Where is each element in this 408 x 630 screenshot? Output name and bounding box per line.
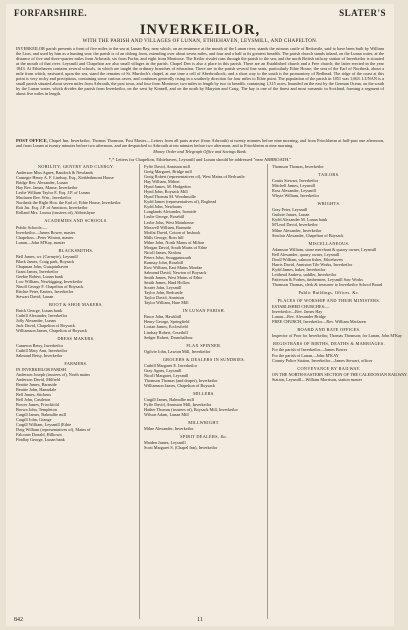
directory-entry: Bell John, Castleton	[16, 396, 51, 402]
directory-entry: Henry George, Springfield	[144, 319, 190, 325]
section-heading: MILLERS.	[193, 390, 215, 396]
directory-entry: Harris David, Anniston Tile Works, Inverkeilor	[272, 261, 353, 267]
directory-entry: Ogilvie John, Lawton Mill, Inverkeilor	[144, 348, 211, 354]
section-heading: REGISTRARS OF BIRTHS, DEATHS & MARRIAGES.	[273, 341, 385, 347]
directory-entry: Findlay George, Lunan bank	[16, 437, 65, 443]
directory-entry: Maiden James, Leysmill	[144, 440, 186, 446]
directory-entry: Carnegie Henry A. F. Lindsay, Esq., Kinblethmont House	[16, 175, 114, 181]
directory-entry: Gray Peter, Leysmill	[272, 207, 308, 213]
directory-entry: Scott Margaret S. (Chapel Inn), Inverkeilor	[144, 445, 218, 451]
directory-entry: Lunan—Rev. Alexander Bridge	[272, 314, 326, 320]
directory-entry: Bell Alexander, quarry owner, Leysmill	[272, 251, 340, 257]
section-heading: SPIRIT DEALERS, &c.	[180, 434, 228, 440]
section-heading: BLACKSMITHS.	[58, 247, 94, 253]
directory-entry: Cargill James, Balmullie mill	[16, 412, 66, 418]
directory-entry: Thomson Thomas, Inverkeilor	[272, 164, 324, 169]
directory-entry: Inverkeilor—James Bower, master	[16, 229, 76, 235]
column-divider	[267, 164, 268, 619]
directory-entry: Kydd Alexander M. Lunan bank	[272, 217, 328, 223]
directory-entry: Row William, East Mains Mordae	[144, 264, 203, 270]
directory-entry: Kydd John, Newbarns	[144, 204, 182, 210]
directory-entry: Adamson William, stone merchant & quarry owner, Leysmill	[272, 246, 377, 252]
directory-entry: Williamson James, Chapelton of Boysack	[144, 382, 216, 388]
directory-entry: Rolland Mrs. Louisa (trustees of), Abbotshyne	[16, 210, 95, 216]
letters-note: *,* Letters for Chapelton, Ethiehaven, Leysmill and Lunan should be addressed "near ARBROATH."	[108, 157, 292, 162]
directory-entry: Leslie George, Rosehill	[144, 214, 185, 220]
section-heading: GROCERS & DEALERS IN SUNDRIES.	[162, 356, 246, 362]
column-divider	[139, 164, 140, 619]
directory-entry: County Police Station, Inverkeilor—James Stewart, officer	[272, 357, 373, 363]
directory-entry: Black James, Craig park, Boysack	[16, 258, 75, 264]
directory-entry: Cargill William, Leysmill (Ethie	[16, 422, 72, 428]
page-subtitle: WITH THE PARISH AND VILLAGES OF LUNAN, ETHIEHAVEN, LEYSMILL, AND CHAPELTON.	[82, 38, 318, 44]
publisher-name: SLATER'S	[339, 8, 386, 18]
directory-entry: Anderson Miss Agnes, Bandoch & Newlands	[16, 170, 94, 176]
directory-entry: Low William, Newbigging, Inverkeilor	[16, 278, 83, 284]
section-heading: PLACES OF WORSHIP AND THEIR MINISTERS.	[277, 298, 381, 304]
directory-entry: Brown John, Templeton	[16, 407, 57, 413]
directory-entry: FREE CHURCH, Inverkeilor—Rev. William Maclaren	[272, 319, 366, 325]
column-right	[272, 164, 408, 382]
directory-entry: Hather Thomas (trustees of), Boysack Mill, Inverkeilor	[144, 407, 238, 413]
directory-entry: Taylor David, Anniston	[144, 295, 184, 301]
directory-entry: Maxwell William, Burnside	[144, 224, 192, 230]
directory-entry: Station, Leysmill—William Morrison, station master	[272, 376, 363, 382]
directory-entry: IN INVERKEILOR PARISH.	[16, 366, 67, 372]
directory-entry: Grant James, Inverkeilor	[16, 268, 59, 274]
intro-paragraph: INVERKEILOR parish presents a front of five miles to the sea at Lunan Bay, near which, on an eminence at the mouth of the Lunan river, stands the ruinous castle of Redcastle, said to have been built by William the Lion, and used by him as a hunting seat; the parish is of an oblong form, extending over about seven miles, and four and a half at its greatest breadth. The parish church stands inland, on the Lunan water, at the distance of five and three-quarter miles from Arbroath, six from Forfar, and eight from Montrose. The Keilor rivulet runs through the parish to the sea; and the north British railway station of Inverkeilor is situated at the mouth of that river. Leysmill and Chapelton are also small villages in the parish. Chapel Den is also a place in this parish. There are an Established church and a Free church; the latter erected in the year 1843. At Ethiehaven contains several schools, in which are taught the ordinary branches of education. There are in the parish several fine seats, particularly Ethie House, the seat of the Earl of Northesk, about a mile from which, eastward, upon the sea, stand the remains of St. Murdoch's chapel, at one time a cell of Aberbrothock; and a short way to the south is the promontory of Redhead. The ridge of the coast at this point is very rocky and precipitous, containing some curious caves, and continues generally rising in a southerly direction for four miles to Ethie point. The population of the parish in 1851 was 1,663. LUNAN is a small parish situated about seven miles from Arbroath, the post town, and four from Montrose; two miles in length by two in breadth, containing 1,315 acres, bounded on the east by the German Ocean, on the south by the Lunan water, which divides the parish from Inverkeilor, on the west by Kinnell, and on the north by Maryton and Craig. The bay is one of the finest and most romantic in Scotland, forming a segment of about five miles in length.	[16, 46, 384, 97]
directory-entry: Bruce John, Hawkhill	[144, 314, 182, 320]
directory-entry: Lunan—John M'Kay, master	[16, 239, 66, 245]
directory-entry: Ross Alexander, Leysmill	[272, 188, 316, 194]
directory-entry: M'Leod David, Inverkeilor	[272, 222, 318, 228]
section-heading: TAILORS.	[318, 172, 340, 178]
footer-mark: 11	[197, 617, 203, 623]
directory-entry: Cameron Betsy, Inverkeilor	[16, 342, 64, 348]
directory-entry: Doull William, salmon fisher, Ethiehaven	[272, 256, 343, 262]
directory-entry: Taylor William, Hare Mill	[144, 300, 189, 306]
directory-entry: Souter John, Leysmill	[144, 285, 182, 291]
directory-entry: Ramsay John, Rosehill	[144, 259, 184, 265]
directory-entry: Salmond David, Newton of Boysack	[144, 269, 207, 275]
section-heading: FARMERS.	[64, 360, 88, 366]
section-heading: CONVEYANCE BY RAILWAY.	[297, 365, 361, 371]
directory-entry: Anderson David, Milfield	[16, 376, 61, 382]
post-office-paragraph	[16, 138, 384, 148]
directory-entry: Chapman John, Guaquinhaven	[16, 263, 69, 269]
directory-entry: Nicoll James, Kinloss	[144, 249, 182, 255]
directory-entry: Milne Alexander, Inverkeilor	[272, 227, 322, 233]
directory-entry: Thomson Thomas, clerk & treasurer to Inverkeilor School Board	[272, 281, 383, 287]
directory-entry: Mitchell James, Leysmill	[272, 183, 316, 189]
directory-entry: Leslie John, West Mainhouse	[144, 219, 194, 225]
directory-entry: Mills George, Ross hill	[144, 234, 184, 240]
directory-entry: Cargill John, Grange	[16, 417, 52, 423]
section-heading: DRESS MAKERS.	[57, 336, 95, 342]
directory-entry: Jack David, Chapelton of Boysack	[16, 323, 75, 329]
directory-entry: Leslie William Taylor E. Esq. J.P. of Lunan	[16, 190, 90, 196]
directory-entry: Milne John, North Mains of Milton	[144, 239, 205, 245]
directory-entry: Bell James, wr. (Carmyie), Leysmill	[16, 253, 78, 259]
section-heading: FLAX SPINNER.	[186, 342, 222, 348]
directory-entry: Inspector of Poor for Inverkeilor, Thomas Thomson; for Lunan, John M'Kay	[272, 333, 403, 339]
directory-entry: Bower James, Friockfold	[16, 402, 59, 408]
section-heading: IN LUNAN PARISH.	[182, 308, 226, 314]
directory-entry: Falconer Donald, Hilltown	[16, 432, 62, 438]
directory-entry: Northesk the Right Hon. the Earl of, Ethie House, Inverkeilor	[16, 200, 121, 206]
section-heading: Public Buildings, Offices, &c.	[298, 290, 360, 296]
directory-entry: Coutts Stewart, Inverkeilor	[272, 178, 319, 184]
directory-entry: Hay William, Milton	[144, 179, 180, 185]
section-heading: BOARD AND RATE OFFICES.	[297, 327, 361, 333]
directory-entry: Lindsay Robert, Courthill	[144, 329, 188, 335]
directory-entry: Kydd James (representatives of), Boghead	[144, 199, 217, 205]
directory-entry: Greig Margaret, Bridge mill	[144, 169, 192, 175]
directory-entry: Sinclair Alexander, Chapelton of Boysack	[272, 232, 344, 238]
directory-entry: Morgan David, South Mains of Ethie	[144, 244, 208, 250]
directory-entry: Geekie Robert, Lunan bank	[16, 273, 63, 279]
directory-entry: Cuthill Mary Ann, Inverkeilor	[16, 347, 68, 353]
directory-entry: Fyffe David, Anniston mill	[144, 164, 190, 169]
directory-entry: Hay Rev. James, Manse, Inverkeilor	[16, 185, 78, 191]
directory-entry: Stewart David, Lunan	[16, 294, 54, 300]
section-heading: MISCELLANEOUS.	[308, 240, 350, 246]
directory-entry: Milne Alexander, Inverkeilor	[144, 426, 194, 432]
directory-entry: Hynd Thomas M. Woodmuille	[144, 194, 196, 200]
directory-entry: Smith James, Hind Hollow	[144, 280, 191, 286]
directory-entry: Chapelton—Peter Winton, master	[16, 234, 74, 240]
directory-entry: Bell James, Stichens	[16, 391, 52, 397]
directory-entry: Guthrie James, Lunan	[272, 212, 310, 218]
directory-entry: Fyffe David, Anniston Mill, Inverkeilor	[144, 402, 212, 408]
money-order-note: Money Order and Telegraph Office and Savings Bank.	[153, 149, 247, 154]
directory-entry: Kydd James, baker, Inverkeilor	[272, 266, 326, 272]
directory-entry: Maclaren Rev. Wm., Inverkeilor	[16, 195, 72, 201]
directory-entry: Cuthill Alexander, Inverkeilor	[16, 313, 68, 319]
directory-entry: Hynd John, Boysack Mill	[144, 189, 188, 195]
directory-entry: Salmond Betsy, Inverkeilor	[16, 352, 63, 358]
directory-entry: Williamson James, Chapelton of Boysack	[16, 328, 88, 334]
directory-entry: Bridge Rev. Alexander, Lunan	[16, 180, 68, 186]
directory-entry: Moffat David, Cotton of Inshook	[144, 229, 201, 235]
directory-entry: For the parish of Inverkeilor—James Bower	[272, 347, 348, 353]
county-name: FORFARSHIRE.	[14, 8, 88, 18]
directory-entry: Peters John, Swaggatmouth	[144, 254, 192, 260]
section-heading: ACADEMIES AND SCHOOLS.	[44, 218, 108, 224]
directory-entry: Anderson Joseph (trustees of), North mains	[16, 371, 90, 377]
directory-entry: Beattie James, Barnside	[16, 381, 57, 387]
section-heading: MILLWRIGHT.	[188, 420, 220, 426]
directory-entry: Ritchie Peter, Easters, Inverkeilor	[16, 289, 74, 295]
directory-entry: Doig William (representatives of), Mains of	[16, 427, 91, 433]
column-left	[16, 164, 136, 442]
directory-entry: Whyte William, Inverkeilor	[272, 193, 320, 199]
section-heading: WRIGHTS.	[317, 201, 341, 207]
directory-entry: Longlands Alexander, Ironside	[144, 209, 197, 215]
directory-entry: Buick George, Lunan bank	[16, 308, 62, 314]
running-header	[14, 8, 386, 20]
directory-entry: Hynd James, M. Hodgedon	[144, 184, 191, 190]
directory-entry: Greig Robert (representatives of), West Mains of Redcastle	[144, 174, 245, 180]
directory-entry: Patterson & Forbes, timbermen, Leysmill Saw Works	[272, 276, 363, 282]
directory-entry: Jolly Alexander, Lunan	[16, 318, 56, 324]
directory-entry: Public Schools:—	[16, 224, 47, 230]
post-office-text: Chapel Inn, Inverkeilor, Thomas Thomson, Post Master.—Letters from all parts arrive (from Arbroath) at twenty minutes before nine morning, and from Friockheim at half-past one afternoon, and from Lunan at twenty minutes before two afternoon, and are despatched to Arbroath at ten minutes before two afternoon, and to Friockheim at nine morning.	[16, 138, 384, 149]
directory-entry: ON THE NORTH-EASTERN SECTION OF THE CALEDONIAN RAILWAY.	[272, 371, 408, 377]
directory-entry: Beattie John, Hamsdale	[16, 386, 57, 392]
section-heading: BOOT & SHOE MAKERS.	[48, 302, 104, 308]
directory-entry: Cuthill Margaret E. Inverkeilor	[144, 362, 198, 368]
directory-entry: Sedger Robert, Drumhalfour	[144, 334, 193, 340]
directory-entry: Nicoll Margaret, Leysmill	[144, 372, 189, 378]
directory-page	[6, 4, 408, 626]
directory-entry: Smith James, West Mains of Ethie	[144, 275, 203, 281]
directory-entry: Lorian James, Ecclesfield	[144, 324, 188, 330]
directory-entry: Rait Jas. Esq. J.P. of Anniston, Inverkeilor	[16, 205, 88, 211]
directory-entry: Wilson Adam, Lunan Mill	[144, 412, 189, 418]
directory-entry: ESTABLISHED CHURCHES:—	[272, 304, 330, 310]
directory-entry: Cargill James, Balmullie mill	[144, 397, 194, 403]
column-middle	[144, 164, 264, 450]
page-number: 842	[14, 617, 23, 623]
directory-entry: Ninoll George F. Chapelton of Boysack	[16, 284, 84, 290]
directory-entry: Leithead Andrew, saddler, Inverkeilor	[272, 271, 337, 277]
directory-entry: Thomson Thomas (and draper), Inverkeilor	[144, 377, 218, 383]
directory-entry: Gray Agnes, Leysmill	[144, 367, 182, 373]
directory-entry: Inverkeilor—Rev. James Hay	[272, 309, 323, 315]
page-title: INVERKEILOR,	[139, 22, 261, 38]
directory-entry: Taylor John, Redcastle	[144, 290, 183, 296]
section-heading: NOBILITY, GENTRY AND CLERGY.	[37, 164, 115, 169]
post-office-label: POST OFFICE,	[16, 138, 48, 143]
directory-entry: For the parish of Lunan—John M'KAY	[272, 352, 339, 358]
